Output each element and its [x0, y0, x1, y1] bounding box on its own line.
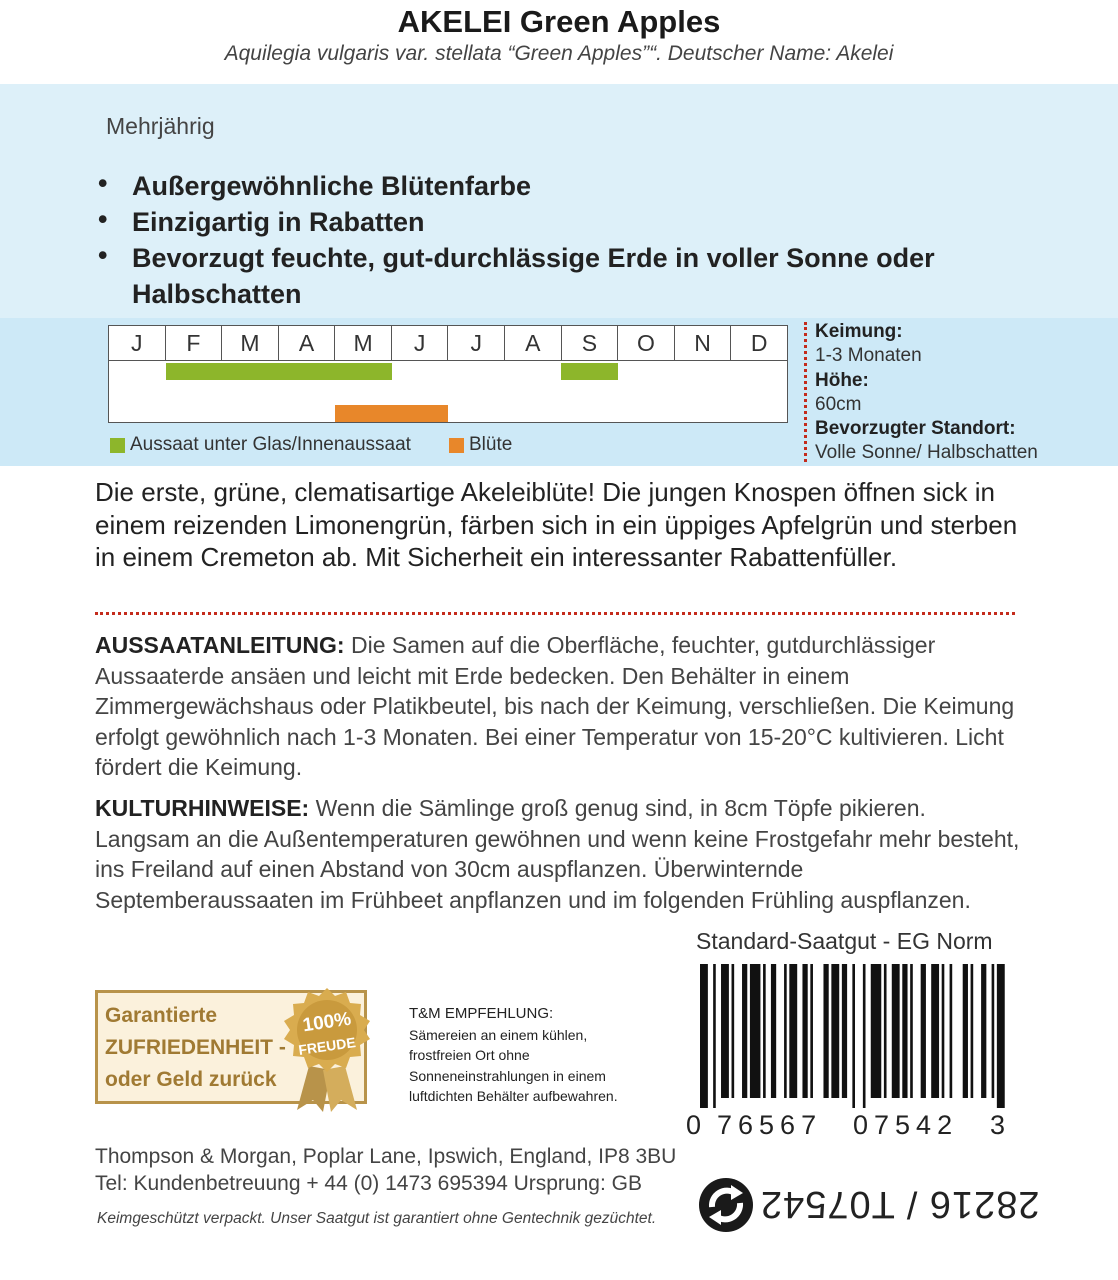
- barcode-bar: [992, 964, 995, 1098]
- product-code: 28216 / T07542: [760, 1183, 1040, 1225]
- sowing-legend-swatch: [110, 438, 125, 453]
- barcode-bar: [763, 964, 766, 1098]
- germination-value: 1-3 Monaten: [815, 345, 922, 366]
- month-aug: A: [505, 326, 562, 360]
- guarantee-badge: [95, 990, 375, 1106]
- barcode-bar: [921, 964, 926, 1098]
- address-line: Thompson & Morgan, Poplar Lane, Ipswich, England, IP8 3BU: [95, 1145, 677, 1168]
- barcode-bar: [823, 964, 828, 1098]
- barcode: [700, 964, 1010, 1108]
- barcode-first-digit: 0: [686, 1110, 702, 1140]
- dotted-divider: [804, 322, 807, 462]
- storage-recommendation: [409, 1004, 649, 1107]
- month-jun: J: [392, 326, 449, 360]
- location-value: Volle Sonne/ Halbschatten: [815, 442, 1038, 463]
- barcode-bar: [863, 964, 866, 1108]
- month-mar: M: [222, 326, 279, 360]
- seal-percent: 100%: [301, 1008, 353, 1037]
- company-address: [95, 1143, 676, 1197]
- barcode-bar: [713, 964, 716, 1108]
- calendar-months: [109, 326, 787, 361]
- barcode-bar: [942, 964, 945, 1098]
- month-sep: S: [562, 326, 619, 360]
- barcode-bar: [750, 964, 761, 1098]
- feature-text: Außergewöhnliche Blütenfarbe: [132, 171, 532, 201]
- seed-standard: Standard-Saatgut - EG Norm: [696, 928, 993, 954]
- sowing-calendar: [108, 325, 788, 423]
- flowering-legend-label: Blüte: [469, 434, 513, 455]
- feature-text: Bevorzugt feuchte, gut-durchlässige Erde in voller Sonne oder Halbschatten: [132, 243, 935, 309]
- month-jan: J: [109, 326, 166, 360]
- barcode-bar: [784, 964, 787, 1098]
- sowing-bar: [561, 363, 618, 380]
- sowing-instructions-text: Die Samen auf die Oberfläche, feuchter, gutdurchlässiger Aussaaterde ansäen und leicht mit Erde bedecken. Den Behälter in einem Zimmergewächshaus oder Platikbeutel, bis nach der Keimung, verschließen. Die Keimung erfolgt gewöhnlich nach 1-3 Monaten. Bei einer Temperatur von 15-20°C kultivieren. Licht fördert die Keimung.: [95, 632, 1015, 780]
- barcode-bar: [831, 964, 839, 1098]
- barcode-bar: [910, 964, 913, 1098]
- bullet-icon: •: [98, 204, 108, 234]
- barcode-bar: [842, 964, 847, 1098]
- seal-text: FREUDE: [297, 1034, 357, 1058]
- barcode-bar: [700, 964, 708, 1108]
- barcode-bar: [789, 964, 797, 1098]
- barcode-bar: [892, 964, 900, 1098]
- footer-note: Keimgeschützt verpackt. Unser Saatgut ist garantiert ohne Gentechnik gezüchtet.: [97, 1210, 657, 1227]
- barcode-bar: [852, 964, 855, 1108]
- barcode-bar: [963, 964, 968, 1098]
- flowering-bar: [335, 405, 448, 422]
- page-title: AKELEI Green Apples: [397, 4, 721, 39]
- sowing-bar: [166, 363, 392, 380]
- culture-notes-label: KULTURHINWEISE:: [95, 795, 310, 821]
- barcode-bar: [802, 964, 807, 1098]
- barcode-left-group: 76567: [717, 1110, 823, 1140]
- culture-notes: [95, 793, 1020, 915]
- barcode-right-group: 07542: [853, 1110, 959, 1140]
- botanical-subtitle: Aquilegia vulgaris var. stellata “Green Apples”“. Deutscher Name: Akelei: [224, 42, 894, 65]
- contact-line: Tel: Kundenbetreuung + 44 (0) 1473 695394 Ursprung: GB: [95, 1172, 642, 1195]
- barcode-bar: [742, 964, 747, 1098]
- month-oct: O: [618, 326, 675, 360]
- barcode-bar: [871, 964, 882, 1098]
- sowing-instructions: [95, 630, 1020, 783]
- height-value: 60cm: [815, 394, 862, 415]
- feature-text: Einzigartig in Rabatten: [132, 207, 425, 237]
- barcode-bar: [997, 964, 1005, 1108]
- month-apr: A: [279, 326, 336, 360]
- flowering-legend-swatch: [449, 438, 464, 453]
- barcode-bar: [950, 964, 953, 1098]
- barcode-bar: [884, 964, 887, 1098]
- description: Die erste, grüne, clematisartige Akeleiblüte! Die jungen Knospen öffnen sick in einem reizenden Limonengrün, färben sich in ein üppiges Apfelgrün und sterben in einem Cremeton ab. Mit Sicherheit ein interessanter Rabattenfüller.: [95, 477, 1018, 572]
- germination-label: Keimung:: [815, 321, 903, 342]
- recommendation-heading: T&M EMPFEHLUNG:: [409, 1005, 554, 1022]
- dotted-divider: [95, 612, 1015, 615]
- guarantee-line-2: ZUFRIEDENHEIT -: [105, 1036, 286, 1059]
- month-jul: J: [448, 326, 505, 360]
- barcode-bar: [732, 964, 735, 1098]
- barcode-bar: [721, 964, 729, 1098]
- barcode-bar: [971, 964, 974, 1098]
- barcode-check-digit: 3: [990, 1110, 1006, 1140]
- bullet-icon: •: [98, 168, 108, 198]
- barcode-bar: [810, 964, 813, 1098]
- month-dec: D: [750, 330, 768, 356]
- sowing-legend-label: Aussaat unter Glas/Innenaussaat: [130, 434, 411, 455]
- barcode-bar: [771, 964, 776, 1098]
- sowing-instructions-label: AUSSAATANLEITUNG:: [95, 632, 345, 658]
- height-label: Höhe:: [815, 370, 869, 391]
- guarantee-line-1: Garantierte: [105, 1004, 218, 1027]
- guarantee-line-3: oder Geld zurück: [105, 1068, 277, 1091]
- plant-type-label: Mehrjährig: [106, 113, 215, 139]
- recycle-icon: [697, 1176, 755, 1234]
- month-nov: N: [675, 326, 732, 360]
- recommendation-text: Sämereien an einem kühlen, frostfreien Ort ohne Sonneneinstrahlungen in einem luftdichten Behälter aufbewahren.: [409, 1026, 618, 1104]
- culture-notes-text: Wenn die Sämlinge groß genug sind, in 8cm Töpfe pikieren. Langsam an die Außentemperaturen gewöhnen und wenn keine Frostgefahr mehr besteht, ins Freiland auf einen Abstand von 30cm auspflanzen. Überwinternde Septemberaussaaten im Frühbeet anpflanzen und im folgenden Frühling auspflanzen.: [95, 795, 1020, 913]
- location-label: Bevorzugter Standort:: [815, 418, 1016, 439]
- barcode-bar: [981, 964, 986, 1098]
- month-feb: F: [166, 326, 223, 360]
- barcode-bar: [902, 964, 907, 1098]
- month-may: M: [335, 326, 392, 360]
- bullet-icon: •: [98, 240, 108, 270]
- barcode-bar: [931, 964, 939, 1098]
